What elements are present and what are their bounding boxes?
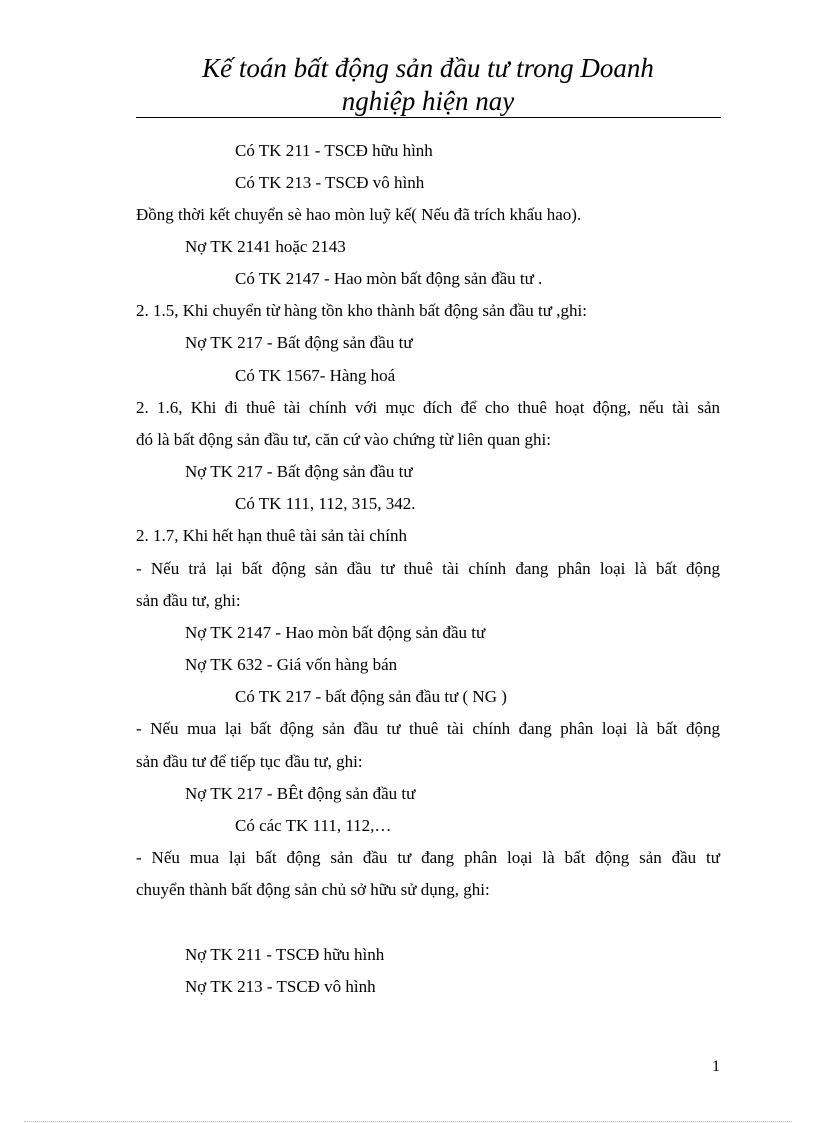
entry-credit-tk213: Có TK 213 - TSCĐ vô hình	[235, 173, 425, 192]
entry-credit-tk111: Có TK 111, 112, 315, 342.	[235, 494, 416, 513]
page-header	[136, 52, 720, 118]
paragraph-line: chuyển thành bất động sản chủ sở hữu sử dụng, ghi:	[136, 880, 490, 899]
entry-credit-tk2147: Có TK 2147 - Hao mòn bất động sản đầu tư .	[235, 269, 543, 288]
paragraph-line: sản đầu tư để tiếp tục đầu tư, ghi:	[136, 752, 363, 771]
paragraph-line: - Nếu mua lại bất động sản đầu tư thuê tài chính đang phân loại là bất động	[136, 719, 720, 738]
paragraph-line: sản đầu tư, ghi:	[136, 591, 241, 610]
header-title-line-1: Kế toán bất động sản đầu tư trong Doanh	[202, 53, 654, 83]
header-rule	[136, 117, 721, 118]
entry-debit-tk2147: Nợ TK 2147 - Hao mòn bất động sản đầu tư	[185, 623, 486, 642]
entry-debit-tk217: Nợ TK 217 - Bất động sản đầu tư	[185, 333, 413, 352]
entry-credit-tk217: Có TK 217 - bất động sản đầu tư ( NG )	[235, 687, 507, 706]
header-title-line-2: nghiệp hiện nay	[341, 86, 515, 116]
section-heading-2-1-7: 2. 1.7, Khi hết hạn thuê tài sản tài chính	[136, 526, 407, 545]
section-heading-2-1-6: 2. 1.6, Khi đi thuê tài chính với mục đích để cho thuê hoạt động, nếu tài sản	[136, 398, 720, 417]
paragraph-line: - Nếu mua lại bất động sản đầu tư đang phân loại là bất động sản đầu tư	[136, 848, 720, 867]
entry-credit-tk1567: Có TK 1567- Hàng hoá	[235, 366, 396, 385]
entry-debit-tk632: Nợ TK 632 - Giá vốn hàng bán	[185, 655, 398, 674]
entry-debit-tk2141: Nợ TK 2141 hoặc 2143	[185, 237, 346, 256]
paragraph-line: đó là bất động sản đầu tư, căn cứ vào chứng từ liên quan ghi:	[136, 430, 552, 449]
entry-debit-tk211: Nợ TK 211 - TSCĐ hữu hình	[185, 945, 385, 964]
page-number: 1	[712, 1058, 720, 1075]
entry-debit-tk217: Nợ TK 217 - Bất động sản đầu tư	[185, 462, 413, 481]
entry-credit-tk111-112: Có các TK 111, 112,…	[235, 816, 392, 835]
entry-credit-tk211: Có TK 211 - TSCĐ hữu hình	[235, 141, 433, 160]
entry-debit-tk213: Nợ TK 213 - TSCĐ vô hình	[185, 977, 376, 996]
entry-debit-tk217: Nợ TK 217 - BÊt động sản đầu tư	[185, 784, 416, 803]
section-heading-2-1-5: 2. 1.5, Khi chuyển từ hàng tồn kho thành bất động sản đầu tư ,ghi:	[136, 301, 587, 320]
paragraph-line: - Nếu trả lại bất động sản đầu tư thuê tài chính đang phân loại là bất động	[136, 559, 720, 578]
page-bottom-edge	[24, 1121, 792, 1122]
paragraph-line: Đồng thời kết chuyển sè hao mòn luỹ kế( Nếu đã trích khấu hao).	[136, 205, 582, 224]
